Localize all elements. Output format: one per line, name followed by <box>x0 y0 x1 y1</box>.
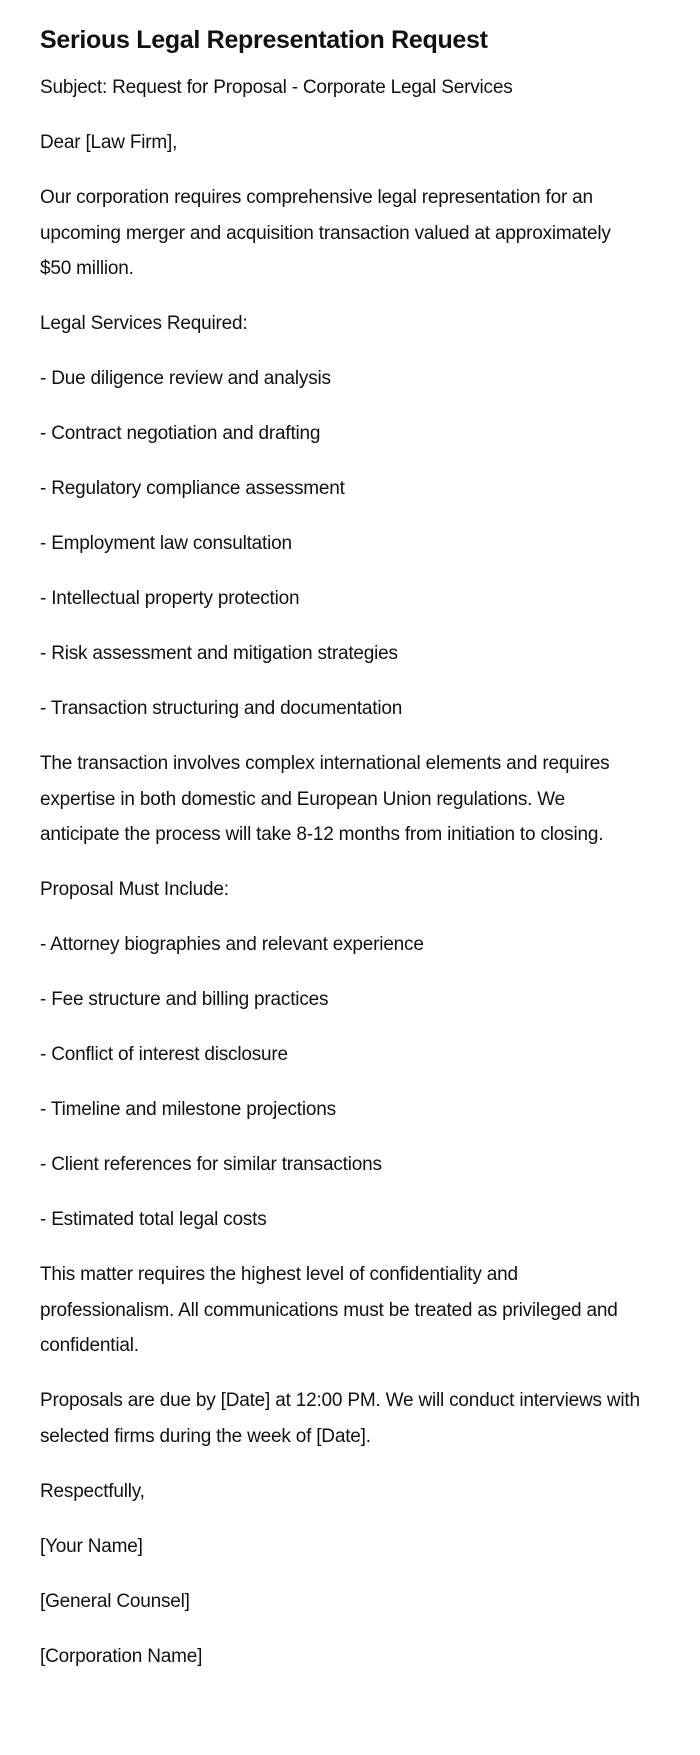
document-title: Serious Legal Representation Request <box>40 26 488 54</box>
proposal-heading: Proposal Must Include: <box>40 879 229 900</box>
closing: Respectfully, <box>40 1480 145 1502</box>
deadline-paragraph: Proposals are due by [Date] at 12:00 PM. We will conduct interviews with selected firms during the week of [Date]. <box>40 1390 640 1447</box>
list-item: - Employment law consultation <box>40 533 292 554</box>
services-heading: Legal Services Required: <box>40 313 248 334</box>
list-item: - Fee structure and billing practices <box>40 989 329 1010</box>
proposal-requirements-list <box>40 927 660 1238</box>
services-list <box>40 361 660 727</box>
transaction-paragraph: The transaction involves complex international elements and requires expertise in both domestic and European Union regulations. We anticipate the process will take 8-12 months from initiation to closing. <box>40 753 610 845</box>
subject-line: Subject: Request for Proposal - Corporate Legal Services <box>40 77 513 98</box>
signature-name: [Your Name] <box>40 1535 143 1557</box>
signature-title: [General Counsel] <box>40 1590 190 1612</box>
salutation: Dear [Law Firm], <box>40 132 178 153</box>
list-item: - Transaction structuring and documentation <box>40 698 403 719</box>
list-item: - Contract negotiation and drafting <box>40 423 321 444</box>
list-item: - Regulatory compliance assessment <box>40 478 345 499</box>
list-item: - Risk assessment and mitigation strategies <box>40 643 398 664</box>
list-item: - Attorney biographies and relevant experience <box>40 934 424 955</box>
confidentiality-paragraph: This matter requires the highest level of confidentiality and professionalism. All communications must be treated as privileged and confidential. <box>40 1264 618 1356</box>
signature-company: [Corporation Name] <box>40 1645 203 1667</box>
list-item: - Conflict of interest disclosure <box>40 1044 288 1065</box>
list-item: - Due diligence review and analysis <box>40 368 331 389</box>
list-item: - Intellectual property protection <box>40 588 300 609</box>
list-item: - Timeline and milestone projections <box>40 1099 336 1120</box>
list-item: - Estimated total legal costs <box>40 1209 267 1230</box>
intro-paragraph: Our corporation requires comprehensive legal representation for an upcoming merger and acquisition transaction valued at approximately $50 million. <box>40 187 611 279</box>
list-item: - Client references for similar transactions <box>40 1154 382 1175</box>
